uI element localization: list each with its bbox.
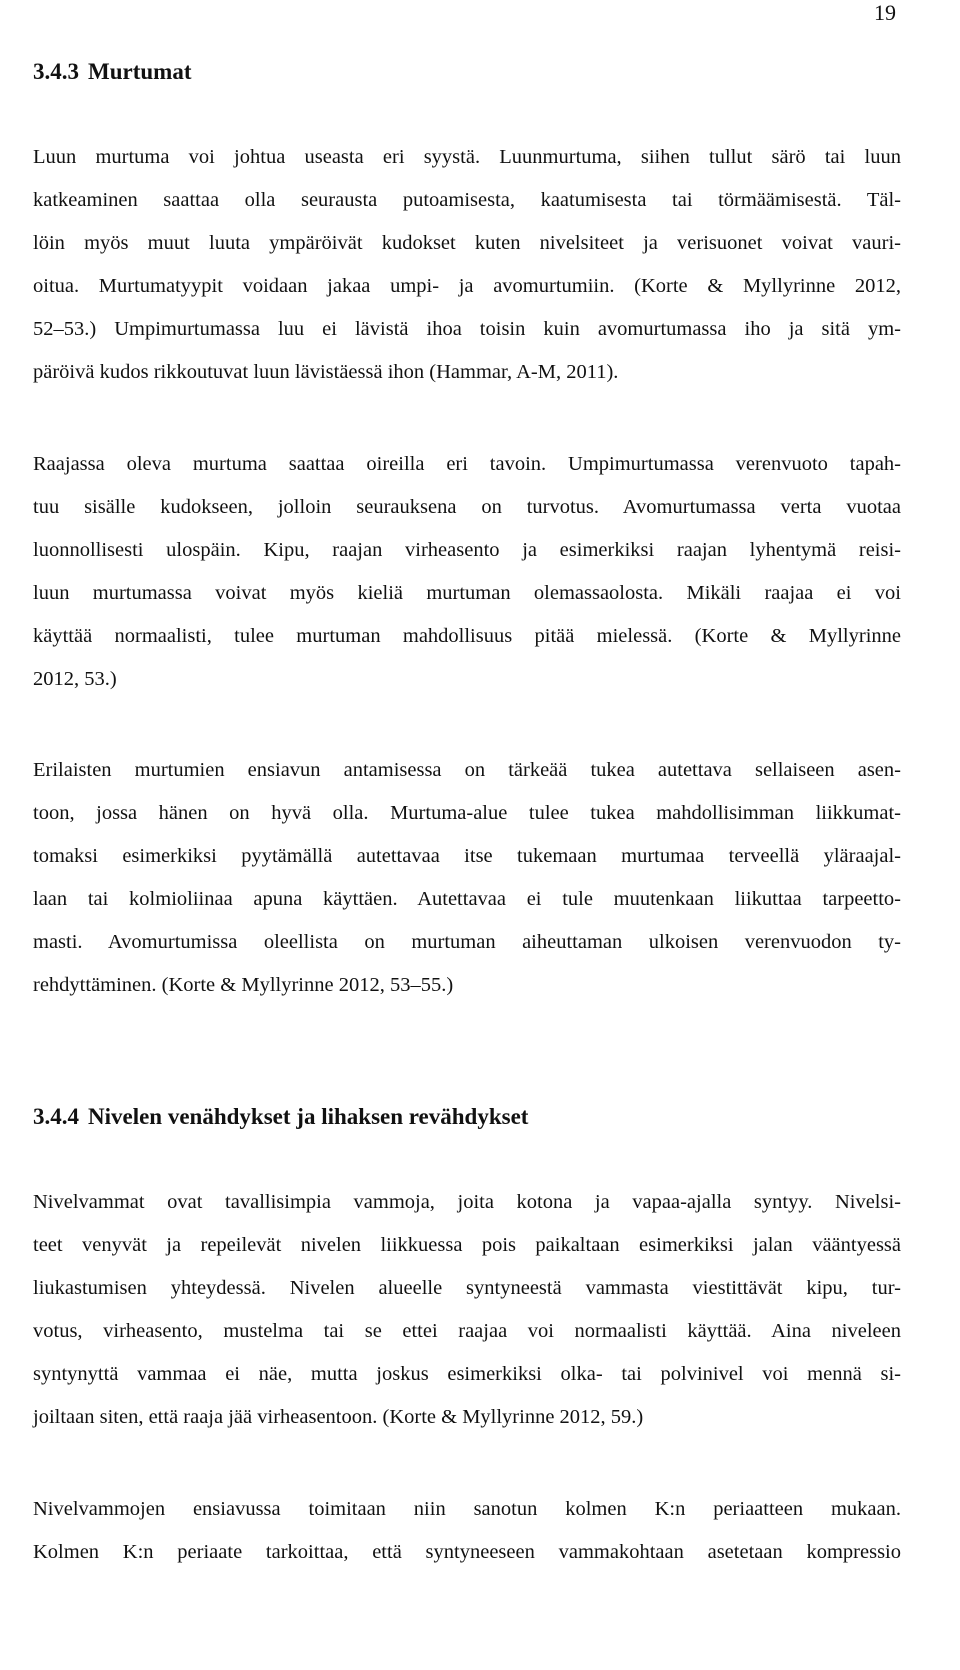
text-line: Raajassa oleva murtuma saattaa oireilla eri tavoin. Umpimurtumassa verenvuoto tapah- — [33, 453, 901, 475]
text-line: päröivä kudos rikkoutuvat luun lävistäessä ihon (Hammar, A-M, 2011). — [33, 361, 619, 383]
section-title: Nivelen venähdykset ja lihaksen revähdykset — [88, 1104, 529, 1129]
section-heading — [33, 58, 191, 86]
text-line: masti. Avomurtumissa oleellista on murtuman aiheuttaman ulkoisen verenvuodon ty- — [33, 931, 901, 953]
text-line: Nivelvammat ovat tavallisimpia vammoja, joita kotona ja vapaa-ajalla syntyy. Nivelsi- — [33, 1191, 901, 1213]
text-line: tomaksi esimerkiksi pyytämällä autettavaa itse tukemaan murtumaa terveellä yläraajal- — [33, 845, 901, 867]
text-line: syntynyttä vammaa ei näe, mutta joskus esimerkiksi olka- tai polvinivel voi mennä si- — [33, 1363, 901, 1385]
text-line: Erilaisten murtumien ensiavun antamisessa on tärkeää tukea autettava sellaiseen asen- — [33, 759, 901, 781]
section-title: Murtumat — [88, 59, 192, 84]
text-line: tuu sisälle kudokseen, jolloin seurauksena on turvotus. Avomurtumassa verta vuotaa — [33, 496, 901, 518]
text-line: löin myös muut luuta ympäröivät kudokset kuten nivelsiteet ja verisuonet voivat vauri- — [33, 232, 901, 254]
section-number: 3.4.3 — [33, 59, 79, 84]
text-line: luonnollisesti ulospäin. Kipu, raajan virheasento ja esimerkiksi raajan lyhentymä reisi- — [33, 539, 901, 561]
page-number: 19 — [874, 0, 896, 25]
text-line: teet venyvät ja repeilevät nivelen liikkuessa pois paikaltaan esimerkiksi jalan vääntyessä — [33, 1234, 901, 1256]
text-line: Kolmen K:n periaate tarkoittaa, että syntyneeseen vammakohtaan asetetaan kompressio — [33, 1541, 901, 1563]
section-heading — [33, 1103, 528, 1131]
text-line: 52–53.) Umpimurtumassa luu ei lävistä ihoa toisin kuin avomurtumassa iho ja sitä ym- — [33, 318, 901, 340]
text-line: käyttää normaalisti, tulee murtuman mahdollisuus pitää mielessä. (Korte & Myllyrinne — [33, 625, 901, 647]
text-line: oitua. Murtumatyypit voidaan jakaa umpi- ja avomurtumiin. (Korte & Myllyrinne 2012, — [33, 275, 901, 297]
text-line: votus, virheasento, mustelma tai se ettei raajaa voi normaalisti käyttää. Aina niveleen — [33, 1320, 901, 1342]
text-line: joiltaan siten, että raaja jää virheasentoon. (Korte & Myllyrinne 2012, 59.) — [33, 1406, 644, 1428]
text-line: katkeaminen saattaa olla seurausta putoamisesta, kaatumisesta tai törmäämisestä. Täl- — [33, 189, 901, 211]
text-line: rehdyttäminen. (Korte & Myllyrinne 2012, 53–55.) — [33, 974, 454, 996]
text-line: 2012, 53.) — [33, 668, 117, 690]
text-line: Luun murtuma voi johtua useasta eri syystä. Luunmurtuma, siihen tullut särö tai luun — [33, 146, 901, 168]
text-line: toon, jossa hänen on hyvä olla. Murtuma-alue tulee tukea mahdollisimman liikkumat- — [33, 802, 901, 824]
section-number: 3.4.4 — [33, 1104, 79, 1129]
text-line: liukastumisen yhteydessä. Nivelen alueelle syntyneestä vammasta viestittävät kipu, tur- — [33, 1277, 901, 1299]
text-line: laan tai kolmioliinaa apuna käyttäen. Autettavaa ei tule muutenkaan liikuttaa tarpeetto- — [33, 888, 901, 910]
text-line: Nivelvammojen ensiavussa toimitaan niin sanotun kolmen K:n periaatteen mukaan. — [33, 1498, 901, 1520]
text-line: luun murtumassa voivat myös kieliä murtuman olemassaolosta. Mikäli raajaa ei voi — [33, 582, 901, 604]
